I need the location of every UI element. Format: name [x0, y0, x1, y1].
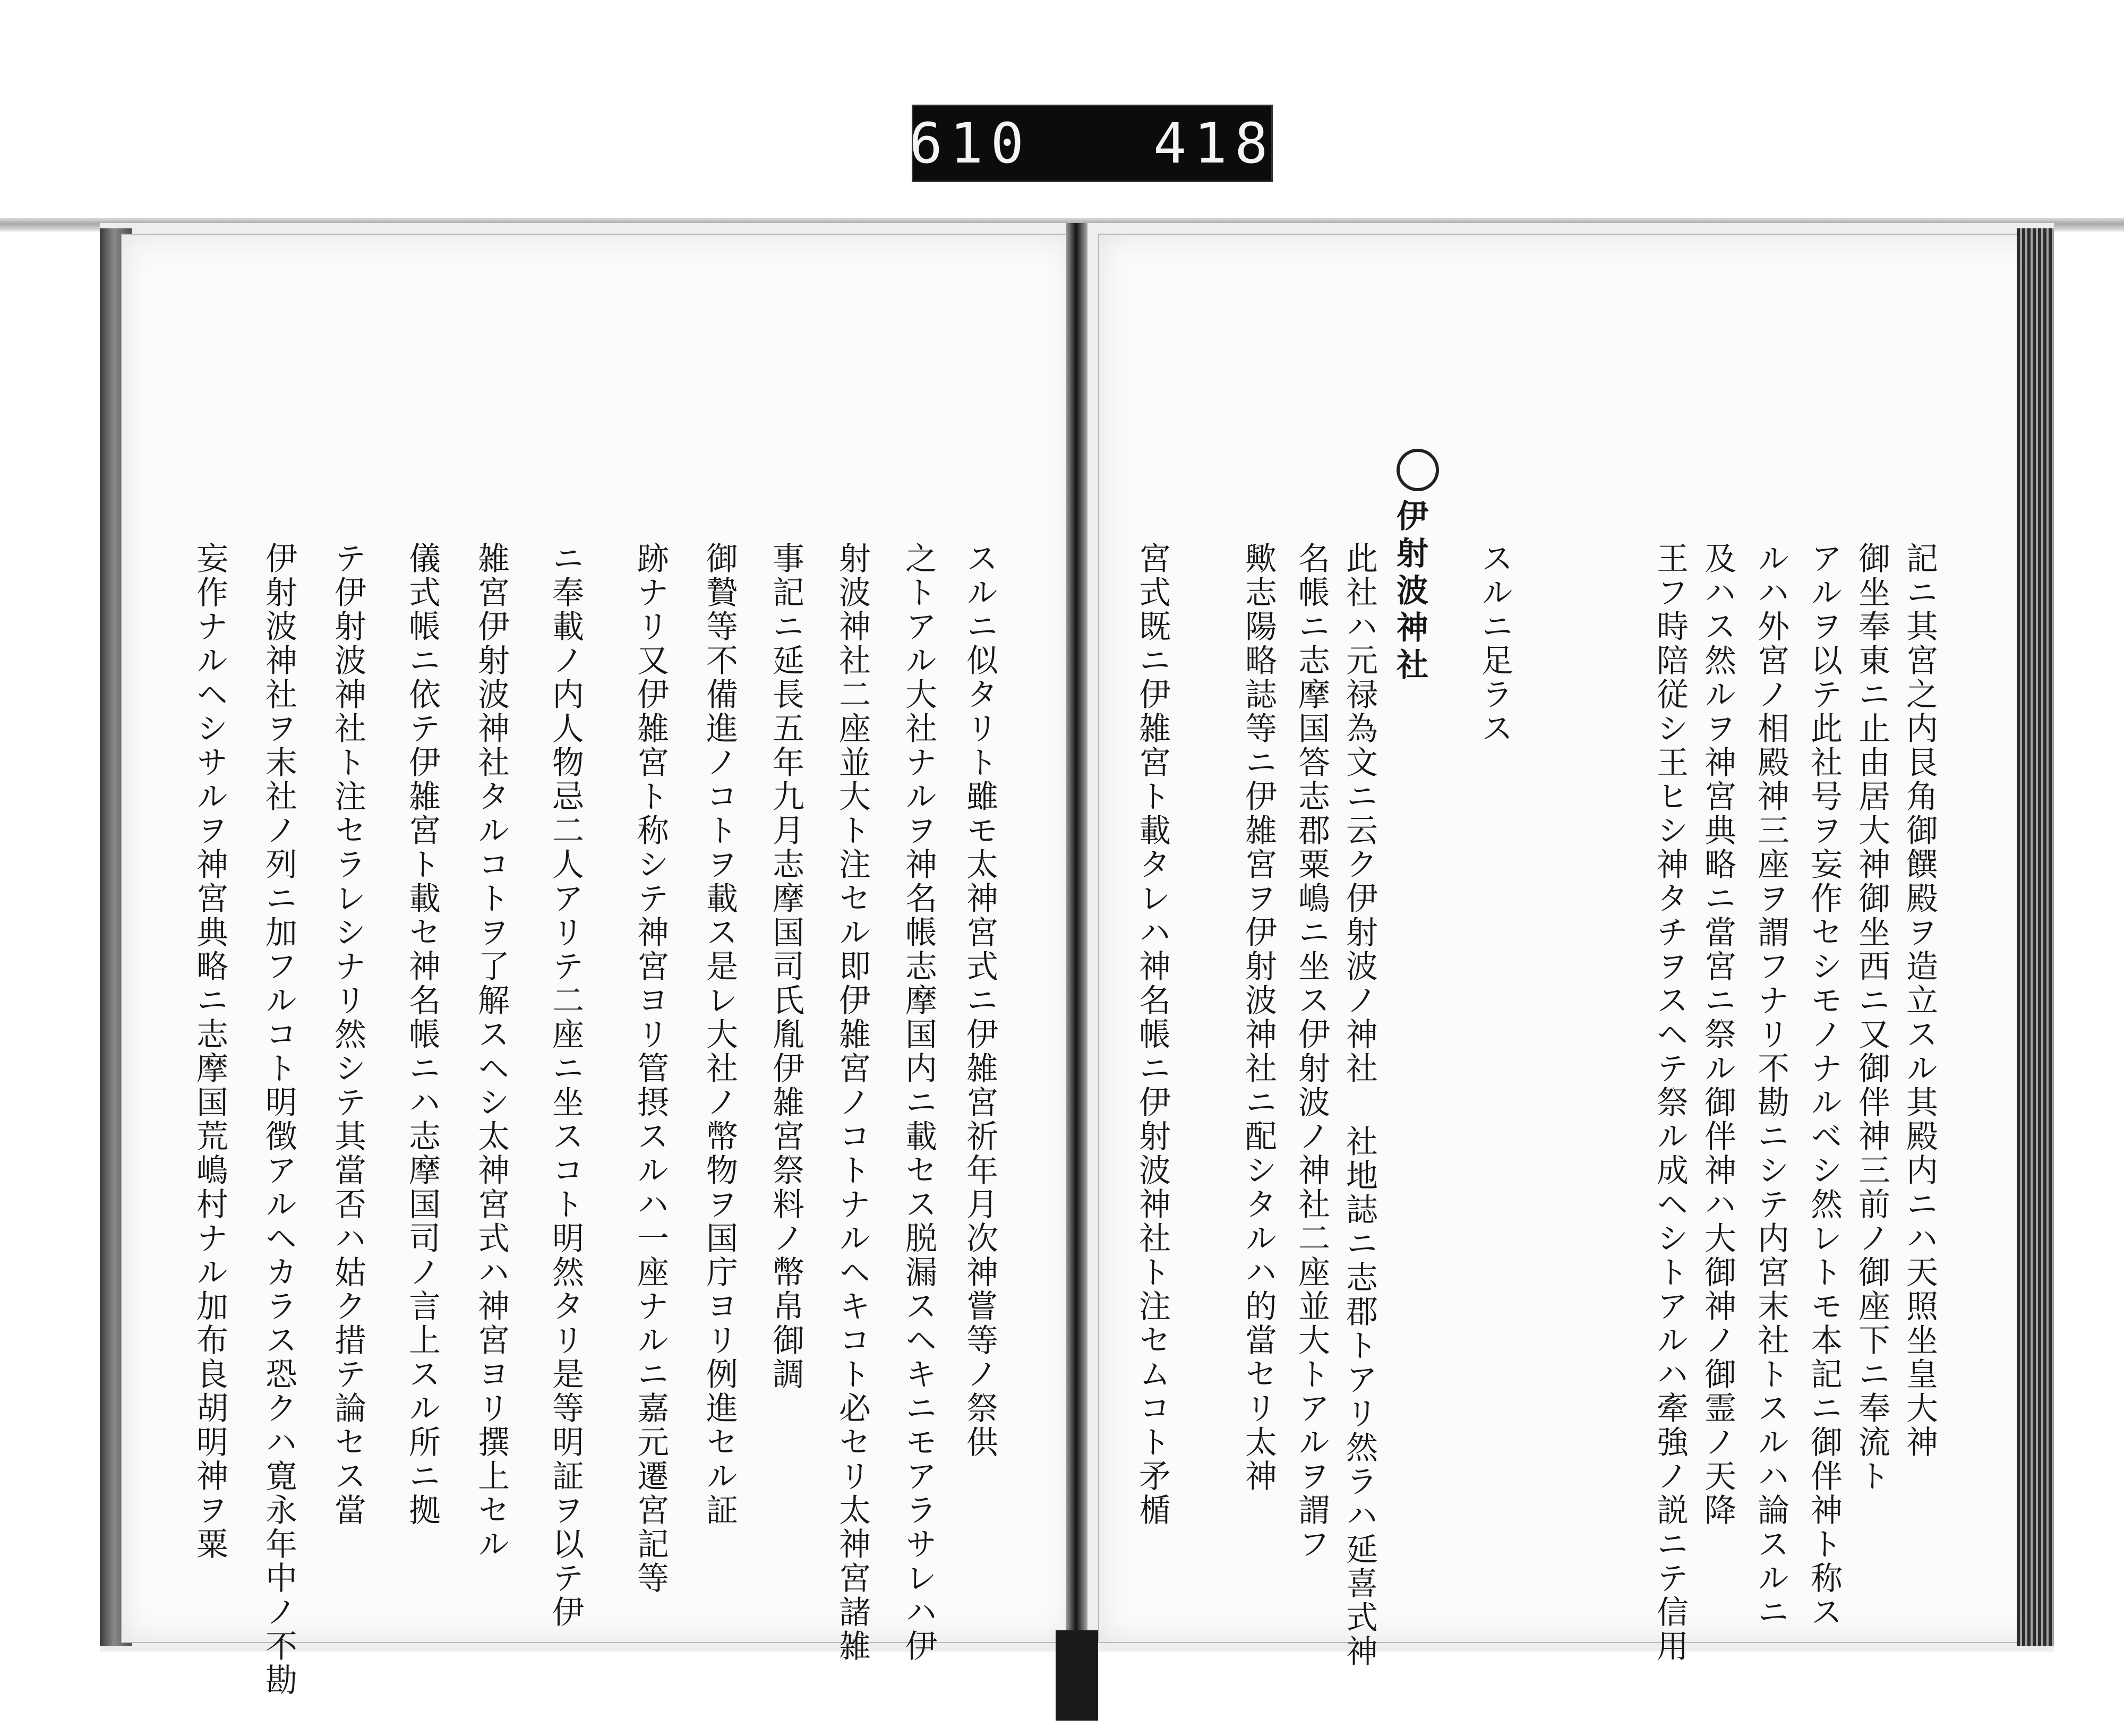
gutter-clip	[1056, 1630, 1098, 1721]
microfilm-frame-label: 610 418	[912, 105, 1273, 182]
text-column: 此社ハ元禄為文ニ云ク伊射波ノ神社 社地誌ニ志郡トアリ然ラハ延喜式神	[1341, 542, 1378, 1669]
text-column: ルハ外宮ノ相殿神三座ヲ謂フナリ不勘ニシテ内宮末社トスルハ論スルニ	[1752, 542, 1789, 1629]
text-column: アルヲ以テ此社号ヲ妄作セシモノナルベシ然レトモ本記ニ御伴神ト称ス	[1805, 542, 1843, 1629]
text-column: 伊射波神社ヲ末社ノ列ニ加フルコト明徴アルヘカラス恐クハ寛永年中ノ不勘	[260, 542, 297, 1697]
text-column: 妄作ナルヘシサルヲ神宮典略ニ志摩国荒嶋村ナル加布良胡明神ヲ粟	[191, 542, 228, 1561]
text-column: 射波神社二座並大ト注セル即伊雑宮ノコトナルヘキコト必セリ太神宮諸雑	[834, 542, 871, 1663]
text-column: テ伊射波神社ト注セラレシナリ然シテ其當否ハ姑ク措テ論セス當	[329, 542, 366, 1527]
text-column: 御贄等不備進ノコトヲ載ス是レ大社ノ幣物ヲ国庁ヨリ例進セル証	[701, 542, 738, 1527]
text-column: スルニ足ラス	[1476, 542, 1513, 746]
text-column: ニ奉載ノ内人物忌二人アリテ二座ニ坐スコト明然タリ是等明証ヲ以テ伊	[547, 542, 584, 1629]
book-gutter	[1066, 223, 1087, 1652]
text-column: 跡ナリ又伊雑宮ト称シテ神宮ヨリ管摂スルハ一座ナルニ嘉元遷宮記等	[632, 542, 669, 1595]
text-column: 及ハス然ルヲ神宮典略ニ當宮ニ祭ル御伴神ハ大御神ノ御霊ノ天降	[1699, 542, 1736, 1527]
section-title: 伊射波神社	[1391, 499, 1428, 685]
text-column: 記ニ其宮之内艮角御饌殿ヲ造立スル其殿内ニハ天照坐皇大神	[1901, 542, 1938, 1459]
book-right-edge	[2017, 228, 2054, 1646]
text-column: 儀式帳ニ依テ伊雑宮ト載セ神名帳ニハ志摩国司ノ言上スル所ニ拠	[404, 542, 441, 1527]
text-column: 宮式既ニ伊雑宮ト載タレハ神名帳ニ伊射波神社ト注セムコト矛楯	[1134, 542, 1171, 1527]
text-column: 事記ニ延長五年九月志摩国司氏胤伊雑宮祭料ノ幣帛御調	[767, 542, 804, 1391]
text-column: 御坐奉東ニ止由居大神御坐西ニ又御伴神三前ノ御座下ニ奉流ト	[1853, 542, 1890, 1493]
text-column: 名帳ニ志摩国答志郡粟嶋ニ坐ス伊射波ノ神社二座並大トアルヲ謂フ	[1293, 542, 1330, 1561]
text-column: 歟志陽略誌等ニ伊雑宮ヲ伊射波神社ニ配シタルハ的當セリ太神	[1240, 542, 1277, 1493]
section-circle-mark	[1397, 449, 1439, 491]
text-column: 雑宮伊射波神社タルコトヲ了解スヘシ太神宮式ハ神宮ヨリ撰上セル	[473, 542, 510, 1561]
text-column: 王フ時陪従シ王ヒシ神タチヲスヘテ祭ル成ヘシトアルハ牽強ノ説ニテ信用	[1651, 542, 1689, 1663]
text-column: スルニ似タリト雖モ太神宮式ニ伊雑宮祈年月次神嘗等ノ祭供	[961, 542, 998, 1459]
text-column: 之トアル大社ナルヲ神名帳志摩国内ニ載セス脱漏スヘキニモアラサレハ伊	[900, 542, 937, 1663]
